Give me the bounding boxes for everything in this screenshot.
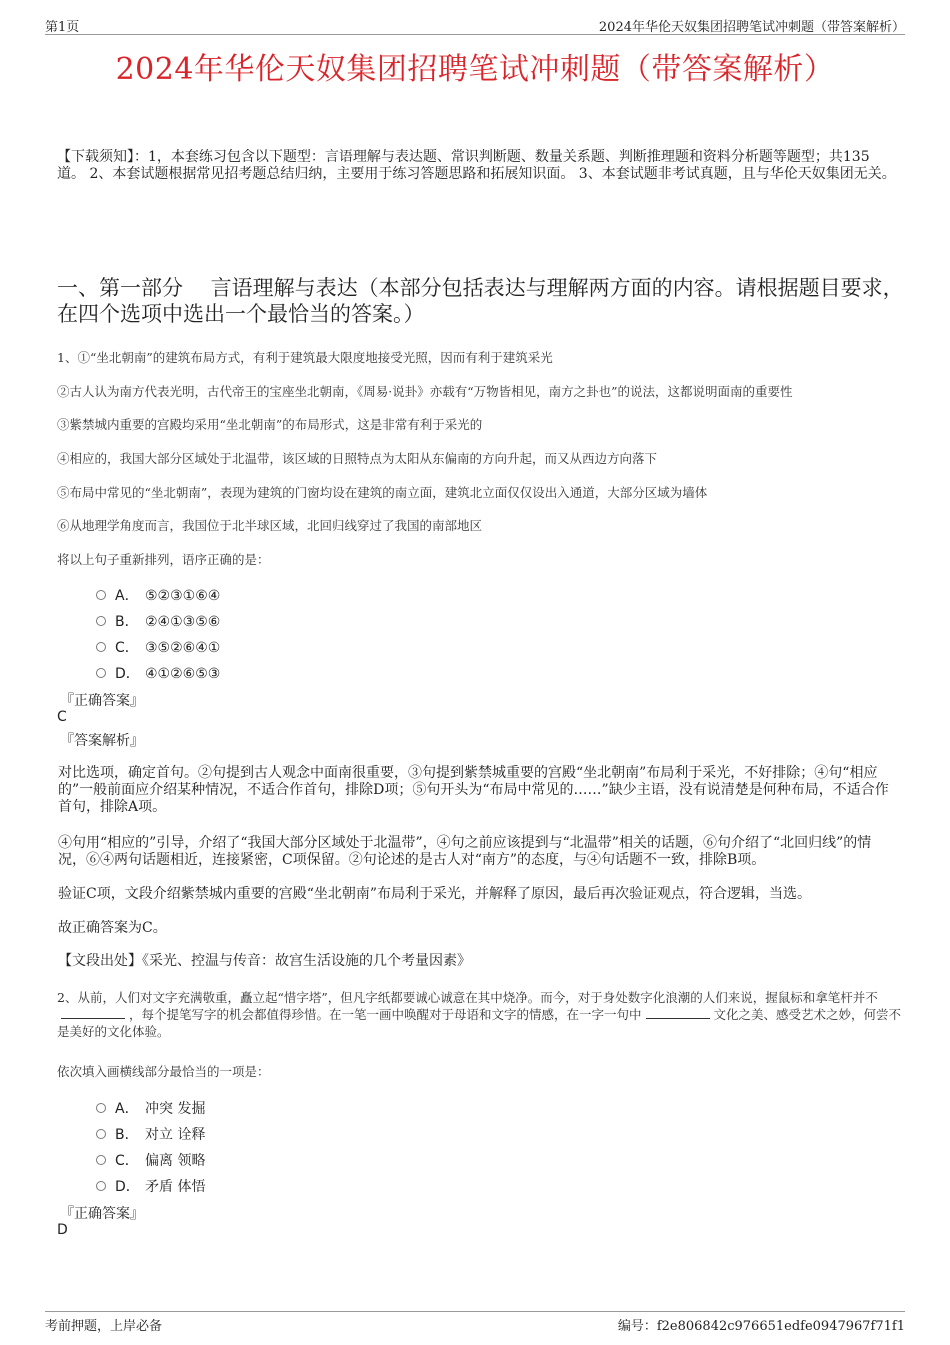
radio-icon[interactable]: [96, 590, 106, 600]
section-heading: 一、第一部分 言语理解与表达（本部分包括表达与理解两方面的内容。请根据题目要求，在四个选项中选出一个最恰当的答案。）: [57, 276, 904, 326]
q1-option-b[interactable]: B． ②④①③⑤⑥: [96, 611, 220, 631]
q1-option-d[interactable]: D． ④①②⑥⑤③: [96, 663, 220, 683]
q2-option-d[interactable]: D． 矛盾 体悟: [96, 1176, 205, 1196]
page-header: [45, 14, 905, 35]
radio-icon[interactable]: [96, 616, 106, 626]
footer-serial: 编号：f2e806842c976651edfe0947967f71f1: [617, 1319, 905, 1334]
q1-sentence-3: ③紫禁城内重要的宫殿均采用“坐北朝南”的布局形式，这是非常有利于采光的: [57, 417, 483, 432]
radio-icon[interactable]: [96, 1155, 106, 1165]
q2-option-c[interactable]: C． 偏离 领略: [96, 1150, 205, 1170]
radio-icon[interactable]: [96, 668, 106, 678]
q1-answer-label: 『正确答案』: [60, 693, 144, 709]
q1-sentence-5: ⑤布局中常见的“坐北朝南”，表现为建筑的门窗均设在建筑的南立面，建筑北立面仅仅设出入通道，大部分区域为墙体: [57, 485, 708, 500]
fill-blank-2: [646, 1008, 710, 1019]
page-footer: [45, 1311, 905, 1334]
q1-sentence-6: ⑥从地理学角度而言，我国位于北半球区域，北回归线穿过了我国的南部地区: [57, 518, 483, 533]
document-title: 2024年华伦天奴集团招聘笔试冲刺题（带答案解析）: [115, 52, 835, 87]
q1-analysis-paragraph-3: 验证C项，文段介绍紫禁城内重要的宫殿“坐北朝南”布局利于采光，并解释了原因，最后再次验证观点，符合逻辑，当选。: [58, 886, 812, 902]
fill-blank-1: [61, 1008, 125, 1019]
q1-answer: C: [57, 709, 67, 725]
q1-sentence-2: ②古人认为南方代表光明，古代帝王的宝座坐北朝南，《周易·说卦》亦载有“万物皆相见，南方之卦也”的说法，这都说明面南的重要性: [57, 384, 793, 399]
radio-icon[interactable]: [96, 642, 106, 652]
q1-analysis-paragraph-1: 对比选项，确定首句。②句提到古人观念中面南很重要，③句提到紫禁城重要的宫殿“坐北朝南”布局利于采光，不好排除；④句“相应的”一般前面应介绍某种情况，不适合作首句，排除D项；⑤句开头为“布局中常见的……”缺少主语，没有说清楚是何种布局，不适合作首句，排除A项。: [58, 765, 889, 815]
q1-analysis-paragraph-2: ④句用“相应的”引导，介绍了“我国大部分区域处于北温带”，④句之前应该提到与“北温带”相关的话题，⑥句介绍了“北回归线”的情况，⑥④两句话题相近，连接紧密，C项保留。②句论述的是古人对“南方”的态度，与④句话题不一致，排除B项。: [58, 835, 872, 868]
radio-icon[interactable]: [96, 1129, 106, 1139]
q2-stem: 2、从前，人们对文字充满敬重，矗立起“惜字塔”，但凡字纸都要诚心诚意在其中烧净。而今，对于身处数字化浪潮的人们来说，握鼠标和拿笔杆并不，每个提笔写字的机会都值得珍惜。在一笔一画中唤醒对于母语和文字的情感，在一字一句中 文化之美、感受艺术之妙，何尝不是美好的文化体验。: [57, 990, 902, 1039]
q2-answer-label: 『正确答案』: [60, 1206, 144, 1222]
q2-answer: D: [57, 1222, 68, 1238]
q1-analysis-label: 『答案解析』: [60, 733, 144, 749]
q1-source: 【文段出处】《采光、控温与传音：故宫生活设施的几个考量因素》: [58, 953, 471, 969]
q1-analysis-conclusion: 故正确答案为C。: [58, 920, 167, 936]
q2-option-b[interactable]: B． 对立 诠释: [96, 1124, 205, 1144]
q2-option-a[interactable]: A． 冲突 发掘: [96, 1098, 205, 1118]
radio-icon[interactable]: [96, 1181, 106, 1191]
q1-option-a[interactable]: A． ⑤②③①⑥④: [96, 585, 220, 605]
page-number: 第1页: [45, 20, 80, 35]
header-doc-title: 2024年华伦天奴集团招聘笔试冲刺题（带答案解析）: [598, 20, 905, 35]
download-notice: 【下载须知】：1，本套练习包含以下题型：言语理解与表达题、常识判断题、数量关系题、判断推理题和资料分析题等题型；共135道。 2、本套试题根据常见招考题总结归纳，主要用于练习答题思路和拓展知识面。 3、本套试题非考试真题，且与华伦天奴集团无关。: [57, 149, 896, 182]
q1-sentence-4: ④相应的，我国大部分区域处于北温带，该区域的日照特点为太阳从东偏南的方向升起，而又从西边方向落下: [57, 451, 658, 466]
q1-sentence-1: 1、①“坐北朝南”的建筑布局方式，有利于建筑最大限度地接受光照，因而有利于建筑采光: [57, 350, 553, 365]
footer-slogan: 考前押题，上岸必备: [45, 1319, 163, 1334]
radio-icon[interactable]: [96, 1103, 106, 1113]
q2-prompt: 依次填入画横线部分最恰当的一项是：: [57, 1064, 270, 1079]
q1-option-c[interactable]: C． ③⑤②⑥④①: [96, 637, 220, 657]
q1-prompt: 将以上句子重新排列，语序正确的是：: [57, 552, 270, 567]
